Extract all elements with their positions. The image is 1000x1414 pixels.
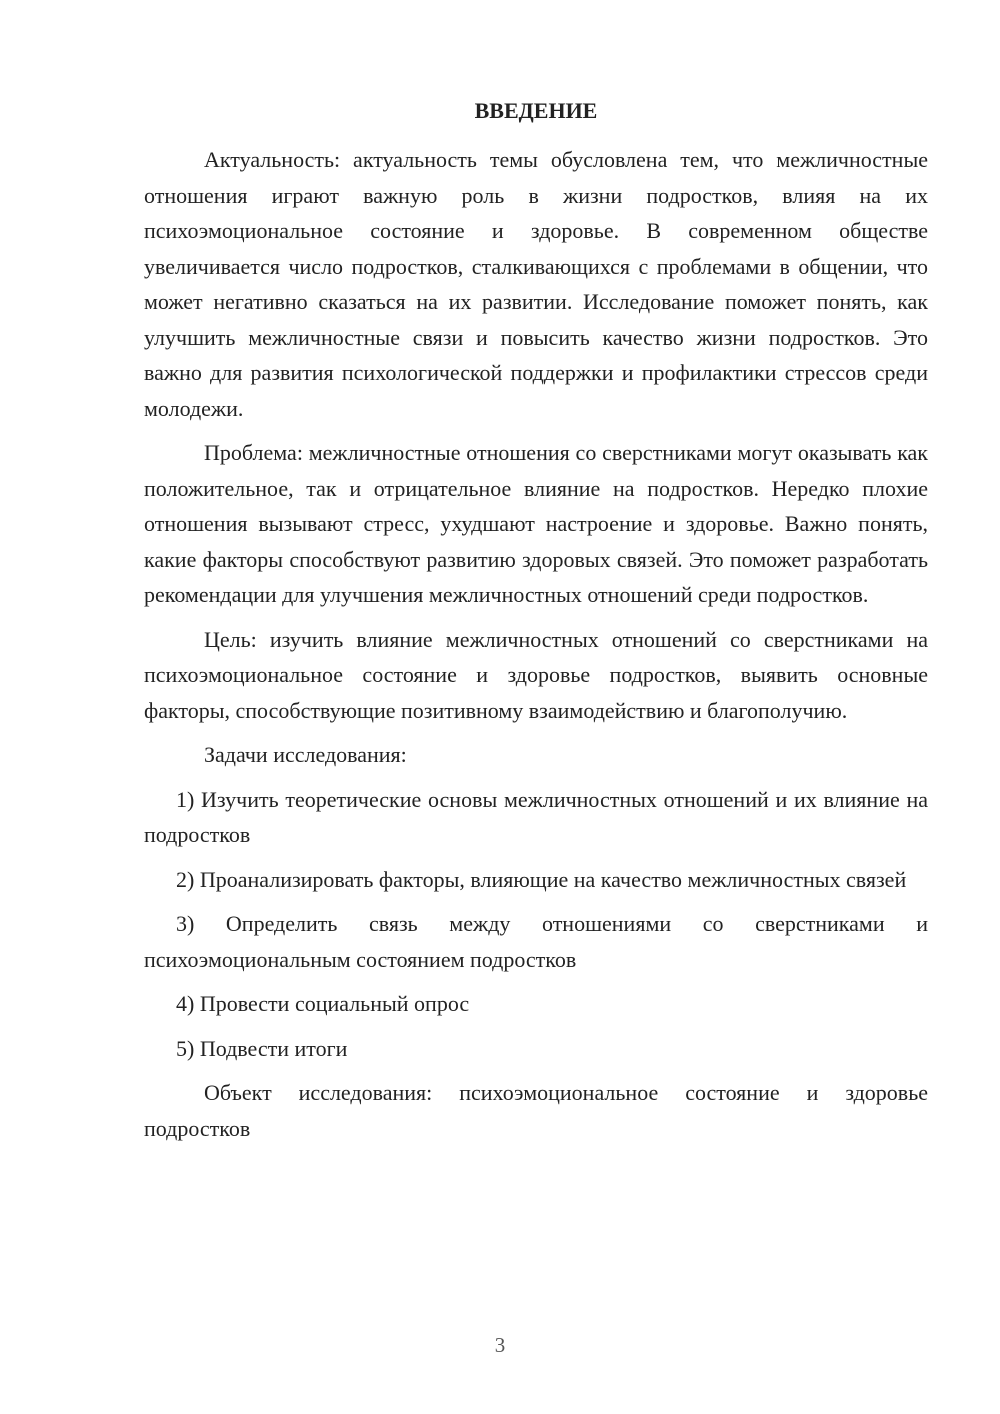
task-item-2: 2) Проанализировать факторы, влияющие на качество межличностных связей xyxy=(176,866,907,892)
section-heading: ВВЕДЕНИЕ xyxy=(474,98,598,123)
page-number: 3 xyxy=(494,1333,506,1357)
page-content xyxy=(144,92,928,1146)
tasks-title: Задачи исследования: xyxy=(204,742,407,767)
relevance-paragraph: Актуальность: актуальность темы обусловлена тем, что межличностные отношения играют важную роль в жизни подростков, влияя на их психоэмоциональное состояние и здоровье. В современном обществе увеличивается число подростков, сталкивающихся с проблемами в общении, что может негативно сказаться на их развитии. Исследование поможет понять, как улучшить межличностные связи и повысить качество жизни подростков. Это важно для развития психологической поддержки и профилактики стрессов среди молодежи. xyxy=(144,147,928,421)
task-item-4: 4) Провести социальный опрос xyxy=(176,991,470,1016)
problem-paragraph: Проблема: межличностные отношения со сверстниками могут оказывать как положительное, так и отрицательное влияние на подростков. Нередко плохие отношения вызывают стресс, ухудшают настроение и здоровье. Важно понять, какие факторы способствуют развитию здоровых связей. Это поможет разработать рекомендации для улучшения межличностных отношений среди подростков. xyxy=(144,440,928,607)
task-item-1: 1) Изучить теоретические основы межличностных отношений и их влияние на подростков xyxy=(144,786,928,847)
object-paragraph: Объект исследования: психоэмоциональное состояние и здоровье подростков xyxy=(144,1080,928,1141)
task-item-3: 3) Определить связь между отношениями со сверстниками и психоэмоциональным состоянием подростков xyxy=(144,911,928,972)
task-item-5: 5) Подвести итоги xyxy=(176,1035,348,1061)
goal-paragraph: Цель: изучить влияние межличностных отношений со сверстниками на психоэмоциональное состояние и здоровье подростков, выявить основные факторы, способствующие позитивному взаимодействию и благополучию. xyxy=(144,626,928,723)
